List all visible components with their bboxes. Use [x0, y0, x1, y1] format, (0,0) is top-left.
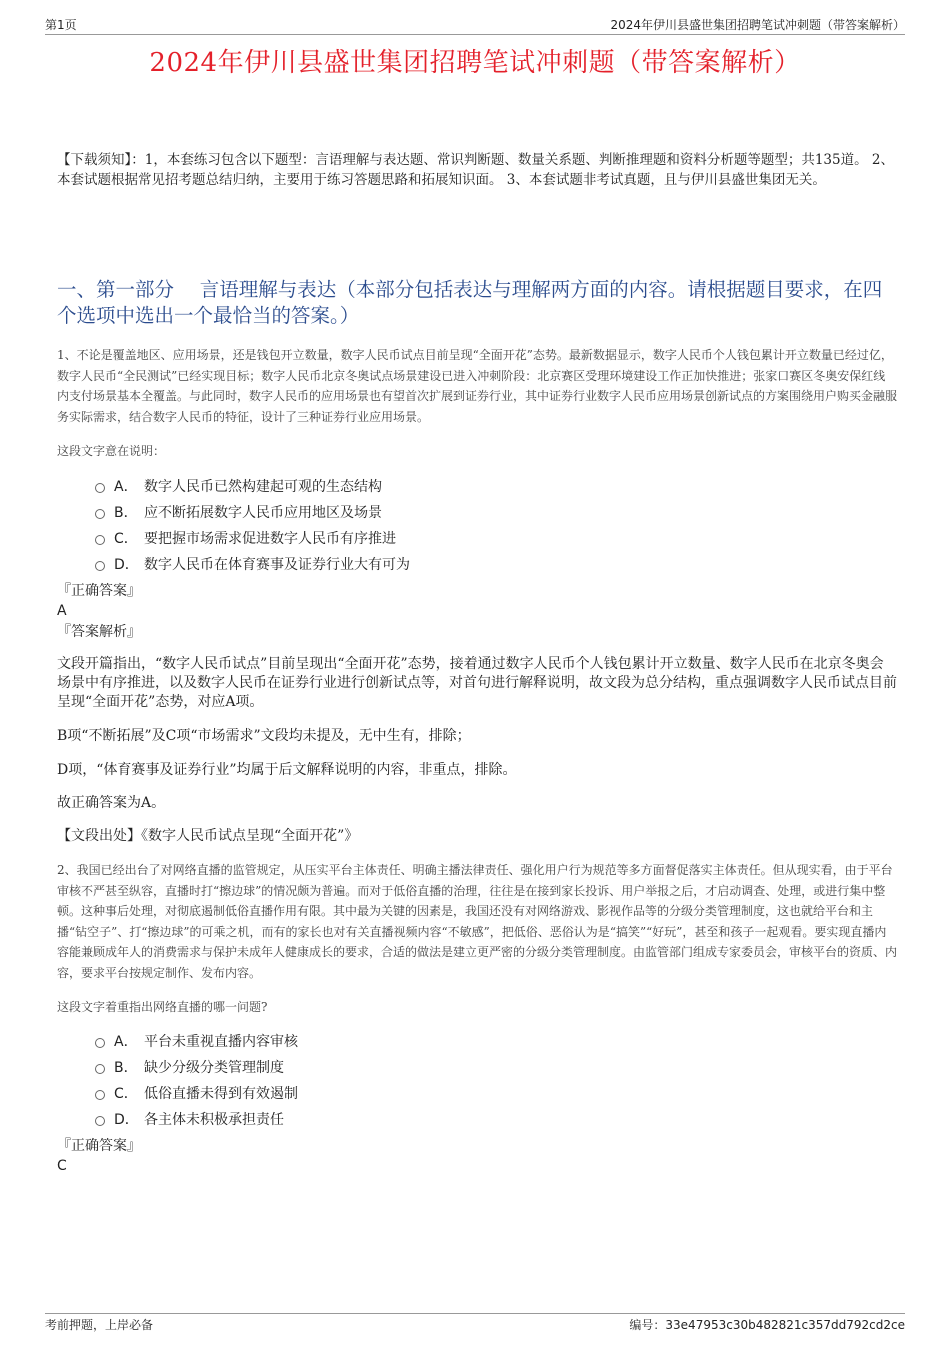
question-1-analysis-label: 『答案解析』: [57, 624, 141, 640]
footer-code-value: 33e47953c30b482821c357dd792cd2ce: [665, 1318, 905, 1332]
option-text: 平台未重视直播内容审核: [144, 1034, 298, 1050]
radio-icon[interactable]: [95, 1116, 105, 1126]
radio-icon[interactable]: [95, 1038, 105, 1048]
question-1-text: 1、不论是覆盖地区、应用场景，还是钱包开立数量，数字人民币试点目前呈现“全面开花”态势。最新数据显示，数字人民币个人钱包累计开立数量已经过亿，数字人民币“全民测试”已经实现目标；数字人民币北京冬奥试点场景建设已进入冲刺阶段：北京赛区受理环境建设工作正加快推进；张家口赛区冬奥安保红线内支付场景基本全覆盖。与此同时，数字人民币的应用场景也有望首次扩展到证券行业，其中证券行业数字人民币应用场景创新试点的方案围绕用户购买金融服务实际需求，结合数字人民币的特征，设计了三种证券行业应用场景。: [57, 348, 898, 424]
option-letter: C．: [114, 531, 138, 547]
question-1-analysis-1: 文段开篇指出，“数字人民币试点”目前呈现出“全面开花”态势，接着通过数字人民币个人钱包累计开立数量、数字人民币在北京冬奥会场景中有序推进，以及数字人民币在证券行业进行创新试点等，对首句进行解释说明，故文段为总分结构，重点强调数字人民币试点目前呈现“全面开花”态势，对应A项。: [57, 656, 897, 710]
question-1-analysis-2: B项“不断拓展”及C项“市场需求”文段均未提及，无中生有，排除；: [57, 728, 471, 744]
radio-icon[interactable]: [95, 1064, 105, 1074]
option-letter: C．: [114, 1086, 138, 1102]
option-text: 各主体未积极承担责任: [144, 1112, 284, 1128]
question-1-answer: A: [57, 603, 67, 619]
question-1-analysis-3: D项，“体育赛事及证券行业”均属于后文解释说明的内容，非重点，排除。: [57, 762, 517, 778]
option-letter: A．: [114, 479, 138, 495]
radio-icon[interactable]: [95, 509, 105, 519]
radio-icon[interactable]: [95, 535, 105, 545]
header-doc-title: 2024年伊川县盛世集团招聘笔试冲刺题（带答案解析）: [610, 18, 905, 32]
question-2-option-d[interactable]: [95, 1106, 298, 1132]
question-2-text: 2、我国已经出台了对网络直播的监管规定，从压实平台主体责任、明确主播法律责任、强化用户行为规范等多方面督促落实主体责任。但从现实看，由于平台审核不严甚至纵容，直播时打“擦边球”的情况颇为普遍。而对于低俗直播的治理，往往是在接到家长投诉、用户举报之后，才启动调查、处理，或进行集中整顿。这种事后处理，对彻底遏制低俗直播作用有限。其中最为关键的因素是，我国还没有对网络游戏、影视作品等的分级分类管理制度，这也就给平台和主播“钻空子”、打“擦边球”的可乘之机，而有的家长也对有关直播视频内容“不敏感”，把低俗、恶俗认为是“搞笑”“好玩”，甚至和孩子一起观看。要实现直播内容能兼顾成年人的消费需求与保护未成年人健康成长的要求，合适的做法是建立更严密的分级分类管理制度。由监管部门组成专家委员会，审核平台的资质、内容，要求平台按规定制作、发布内容。: [57, 863, 898, 980]
question-1-option-a[interactable]: [95, 473, 410, 499]
option-text: 应不断拓展数字人民币应用地区及场景: [144, 505, 382, 521]
document-title: 2024年伊川县盛世集团招聘笔试冲刺题（带答案解析）: [149, 48, 801, 78]
option-letter: B．: [114, 505, 138, 521]
question-1-option-b[interactable]: [95, 499, 410, 525]
question-1-analysis-4: 故正确答案为A。: [57, 795, 166, 811]
question-1-prompt: 这段文字意在说明：: [57, 444, 166, 458]
question-1-answer-label: 『正确答案』: [57, 583, 141, 599]
option-text: 要把握市场需求促进数字人民币有序推进: [144, 531, 396, 547]
section-heading: 一、第一部分 言语理解与表达（本部分包括表达与理解两方面的内容。请根据题目要求，在四个选项中选出一个最恰当的答案。）: [57, 278, 883, 327]
radio-icon[interactable]: [95, 1090, 105, 1100]
question-2-answer: C: [57, 1158, 67, 1174]
page-footer: [45, 1313, 905, 1334]
option-text: 数字人民币已然构建起可观的生态结构: [144, 479, 382, 495]
option-text: 低俗直播未得到有效遏制: [144, 1086, 298, 1102]
radio-icon[interactable]: [95, 483, 105, 493]
option-text: 缺少分级分类管理制度: [144, 1060, 284, 1076]
footer-code-label: 编号：: [629, 1318, 666, 1332]
footer-code: [629, 1316, 905, 1333]
question-1-options: [95, 473, 410, 577]
download-notice: 【下载须知】：1，本套练习包含以下题型：言语理解与表达题、常识判断题、数量关系题、判断推理题和资料分析题等题型；共135道。 2、本套试题根据常见招考题总结归纳，主要用于练习答题思路和拓展知识面。 3、本套试题非考试真题，且与伊川县盛世集团无关。: [57, 152, 894, 188]
question-2-option-c[interactable]: [95, 1080, 298, 1106]
radio-icon[interactable]: [95, 561, 105, 571]
question-1-option-d[interactable]: [95, 551, 410, 577]
footer-slogan: 考前押题，上岸必备: [45, 1318, 154, 1332]
page-header: [45, 14, 905, 35]
option-letter: B．: [114, 1060, 138, 1076]
question-2-option-b[interactable]: [95, 1054, 298, 1080]
option-letter: A．: [114, 1034, 138, 1050]
question-1-source: 【文段出处】《数字人民币试点呈现“全面开花”》: [57, 828, 359, 844]
question-2-options: [95, 1028, 298, 1132]
option-letter: D．: [114, 1112, 139, 1128]
question-2-answer-label: 『正确答案』: [57, 1138, 141, 1154]
page-number: 第1页: [45, 18, 77, 32]
option-letter: D．: [114, 557, 139, 573]
option-text: 数字人民币在体育赛事及证券行业大有可为: [144, 557, 410, 573]
question-2-prompt: 这段文字着重指出网络直播的哪一问题?: [57, 1000, 268, 1014]
question-1-option-c[interactable]: [95, 525, 410, 551]
question-2-option-a[interactable]: [95, 1028, 298, 1054]
